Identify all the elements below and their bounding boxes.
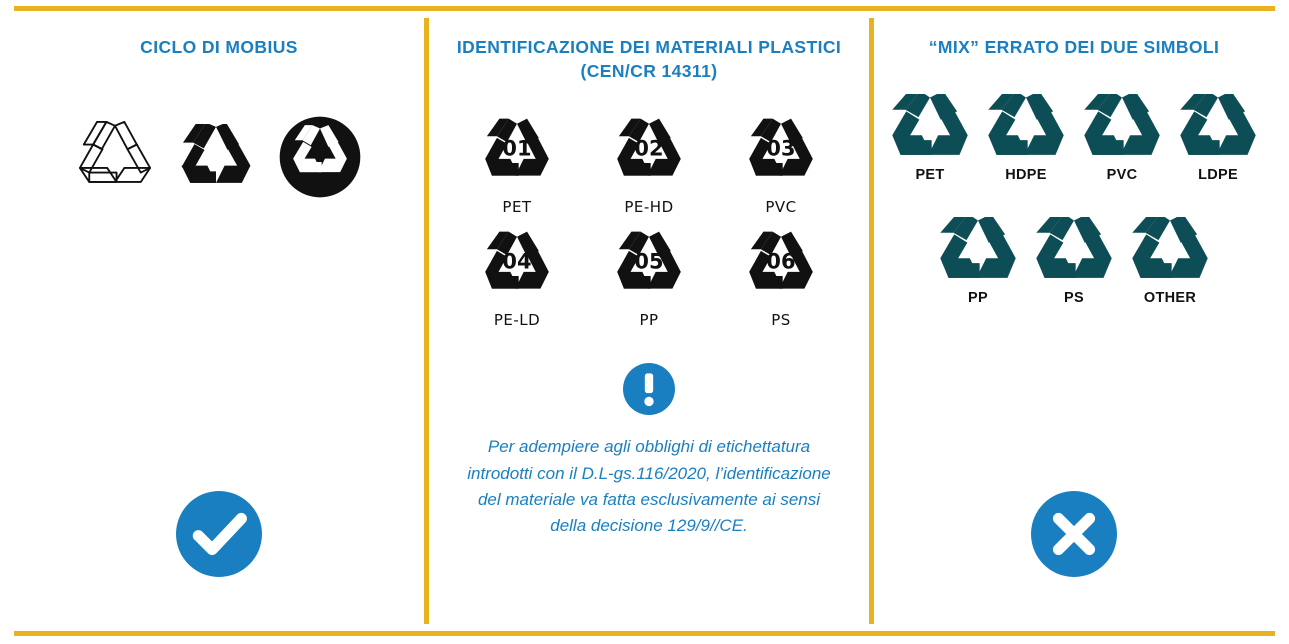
cen-code-cell	[475, 230, 559, 329]
cen-code-number: 05	[634, 249, 664, 274]
mix-code-cell	[981, 94, 1071, 183]
exclamation-badge-icon	[623, 363, 675, 415]
cen-code-label: PP	[639, 311, 659, 330]
column-mix-errato	[874, 18, 1274, 624]
mix-code-number: 5	[971, 235, 985, 263]
mix-code-cell	[1173, 94, 1263, 183]
cen-code-cell	[607, 230, 691, 329]
cen-code-cell	[475, 117, 559, 216]
mobius-code-icon	[739, 117, 823, 189]
mobius-code-icon	[607, 117, 691, 189]
column-title-mobius: CICLO DI MOBIUS	[140, 37, 298, 57]
cen-code-label: PS	[771, 311, 791, 330]
cen-code-label: PET	[502, 198, 532, 217]
bottom-rule	[14, 631, 1275, 636]
mix-code-label: HDPE	[1005, 166, 1047, 183]
cen-code-label: PVC	[765, 198, 797, 217]
column-title-identificazione: IDENTIFICAZIONE DEI MATERIALI PLASTICI (CEN/CR 14311)	[456, 37, 842, 81]
cen-code-number: 01	[502, 136, 532, 161]
cen-code-cell	[739, 230, 823, 329]
mobius-outline-icon	[76, 121, 154, 193]
top-rule	[14, 6, 1275, 11]
cen-code-cell	[607, 117, 691, 216]
teal-mobius-icon	[985, 94, 1067, 160]
cen-code-cell	[739, 117, 823, 216]
warning-badge	[623, 363, 675, 420]
mix-code-number: 3	[1115, 112, 1129, 140]
teal-mobius-icon	[889, 94, 971, 160]
check-badge-icon	[176, 491, 262, 577]
column-identificazione-materiali	[424, 18, 874, 624]
mix-code-label: PS	[1064, 289, 1084, 306]
mobius-code-icon	[739, 230, 823, 302]
mix-code-cell	[1125, 217, 1215, 306]
mix-code-cell	[1077, 94, 1167, 183]
cen-code-label: PE-LD	[493, 311, 541, 330]
teal-mobius-icon	[1081, 94, 1163, 160]
mix-code-label: LDPE	[1198, 166, 1238, 183]
mobius-symbols-row	[76, 112, 362, 202]
column-ciclo-di-mobius	[14, 18, 424, 624]
mix-code-label: PVC	[1106, 166, 1138, 183]
mix-code-number: 2	[1019, 112, 1033, 140]
mobius-circle-icon	[278, 115, 362, 199]
cross-badge-icon	[1031, 491, 1117, 577]
teal-mobius-icon	[937, 217, 1019, 283]
mix-code-cell	[885, 94, 975, 183]
mix-code-label: PET	[915, 166, 945, 183]
column-title-mix: “MIX” ERRATO DEI DUE SIMBOLI	[928, 37, 1220, 57]
cen-code-number: 04	[502, 249, 532, 274]
mix-code-number: 4	[1211, 112, 1225, 140]
teal-mobius-icon	[1033, 217, 1115, 283]
teal-mobius-icon	[1129, 217, 1211, 283]
mix-code-number: 1	[923, 112, 937, 140]
mix-code-cell	[1029, 217, 1119, 306]
mix-code-label: PP	[968, 289, 988, 306]
mix-codes-row-2	[884, 217, 1264, 306]
columns-container	[14, 18, 1275, 624]
mix-code-label: OTHER	[1143, 289, 1197, 306]
cen-code-number: 03	[766, 136, 796, 161]
mobius-solid-icon	[180, 124, 252, 190]
verdict-check-badge	[176, 491, 262, 582]
cen-code-number: 06	[766, 249, 796, 274]
mobius-code-icon	[607, 230, 691, 302]
mix-code-number: 6	[1067, 235, 1081, 263]
cen-code-number: 02	[634, 136, 664, 161]
mix-code-cell	[933, 217, 1023, 306]
teal-mobius-icon	[1177, 94, 1259, 160]
cen-codes-grid	[462, 117, 836, 329]
mobius-code-icon	[475, 230, 559, 302]
mix-codes-row-1	[884, 94, 1264, 183]
mobius-code-icon	[475, 117, 559, 189]
cen-code-label: PE-HD	[624, 198, 674, 217]
legal-note: Per adempiere agli obblighi di etichettatura introdotti con il D.L-gs.116/2020, l’identificazione del materiale va fatta esclusivamente ai sensi della decisione 129/9//CE.	[467, 437, 831, 536]
mix-code-number: 7	[1163, 235, 1177, 263]
verdict-cross-badge	[1031, 491, 1117, 582]
